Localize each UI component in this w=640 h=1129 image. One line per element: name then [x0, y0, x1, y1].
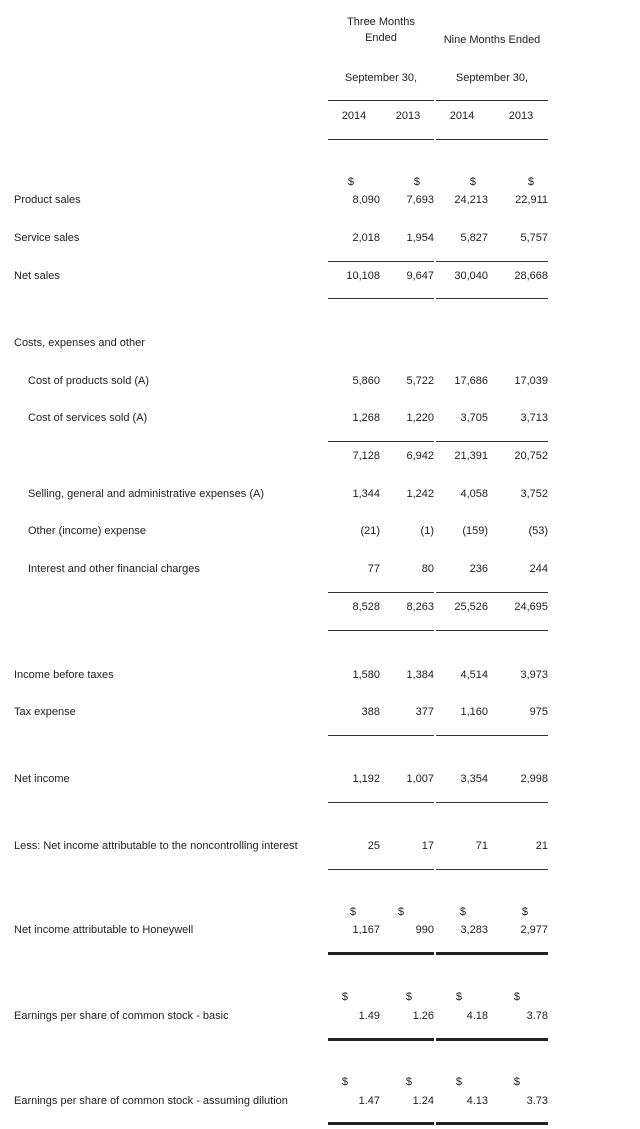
cell-value: 8,263 [406, 601, 434, 613]
row-label-service-sales: Service sales [14, 232, 80, 244]
currency-symbol: $ [459, 906, 466, 918]
cell-value: (53) [528, 525, 548, 537]
row-label-net-income: Net income [14, 773, 70, 785]
cell-value: 3,973 [520, 669, 548, 681]
currency-symbol: $ [405, 991, 412, 1003]
cell-value: 1.26 [412, 1010, 434, 1022]
subtotal-rule [436, 261, 548, 262]
cell-value: 3,354 [460, 773, 488, 785]
currency-symbol: $ [413, 176, 420, 188]
subtotal-rule [328, 261, 434, 262]
header-nine-months: Nine Months Ended [443, 34, 541, 46]
section-label-costs: Costs, expenses and other [14, 337, 145, 349]
cell-value: 3,752 [520, 488, 548, 500]
cell-value: 22,911 [515, 194, 548, 206]
cell-value: 1.24 [412, 1095, 434, 1107]
cell-value: 3,705 [460, 412, 488, 424]
year-header: 2014 [341, 110, 367, 122]
row-label-other-expense: Other (income) expense [28, 525, 146, 537]
currency-symbol: $ [513, 1076, 520, 1088]
cell-value: 388 [361, 706, 380, 718]
double-rule [436, 1122, 548, 1125]
cell-value: 1,580 [352, 669, 380, 681]
double-rule [328, 1038, 434, 1041]
cell-value: 5,722 [406, 375, 434, 387]
cell-value: 1,268 [352, 412, 380, 424]
cell-value: 28,668 [514, 270, 548, 282]
currency-symbol: $ [405, 1076, 412, 1088]
cell-value: 25,526 [454, 601, 488, 613]
header-period-1: September 30, [344, 72, 418, 84]
cell-value: 17 [421, 840, 434, 852]
year-header: 2014 [449, 110, 475, 122]
header-rule [328, 100, 434, 101]
currency-symbol: $ [455, 1076, 462, 1088]
cell-value: 20,752 [514, 450, 548, 462]
cell-value: 377 [415, 706, 434, 718]
cell-value: 24,213 [454, 194, 488, 206]
cell-value: 4.13 [466, 1095, 488, 1107]
currency-symbol: $ [349, 906, 356, 918]
subtotal-rule [436, 441, 548, 442]
cell-value: 30,040 [454, 270, 488, 282]
cell-value: 1,220 [406, 412, 434, 424]
cell-value: 1,242 [406, 488, 434, 500]
cell-value: 1,007 [406, 773, 434, 785]
cell-value: 1,167 [352, 924, 380, 936]
cell-value: 1,384 [406, 669, 434, 681]
cell-value: 990 [415, 924, 434, 936]
currency-symbol: $ [341, 991, 348, 1003]
currency-symbol: $ [513, 991, 520, 1003]
cell-value: 1,160 [460, 706, 488, 718]
row-label-sga: Selling, general and administrative expenses (A) [28, 488, 265, 500]
cell-value: (21) [360, 525, 380, 537]
cell-value: (1) [420, 525, 434, 537]
total-rule [328, 802, 434, 803]
cell-value: 10,108 [346, 270, 380, 282]
double-rule [328, 1122, 434, 1125]
cell-value: 21 [535, 840, 548, 852]
cell-value: 1,954 [406, 232, 434, 244]
currency-symbol: $ [397, 906, 404, 918]
subtotal-rule [328, 735, 434, 736]
cell-value: 7,128 [352, 450, 380, 462]
cell-value: 4.18 [466, 1010, 488, 1022]
header-period-2: September 30, [455, 72, 529, 84]
cell-value: 4,058 [460, 488, 488, 500]
double-rule [436, 952, 548, 955]
subtotal-rule [436, 869, 548, 870]
row-label-net-income-honeywell: Net income attributable to Honeywell [14, 924, 194, 936]
header-three-months [328, 16, 434, 44]
cell-value: 6,942 [406, 450, 434, 462]
total-rule [328, 630, 434, 631]
currency-symbol: $ [347, 176, 354, 188]
double-rule [436, 1038, 548, 1041]
cell-value: 5,827 [460, 232, 488, 244]
year-rule [436, 139, 548, 140]
cell-value: 8,090 [352, 194, 380, 206]
header-three-months-line2: Ended [365, 32, 397, 44]
currency-symbol: $ [341, 1076, 348, 1088]
currency-symbol: $ [527, 176, 534, 188]
subtotal-rule [436, 592, 548, 593]
row-label-less-nci: Less: Net income attributable to the noncontrolling interest [14, 840, 298, 852]
cell-value: 244 [529, 563, 548, 575]
subtotal-rule [328, 441, 434, 442]
cell-value: 1,344 [352, 488, 380, 500]
cell-value: 80 [421, 563, 434, 575]
subtotal-rule [328, 592, 434, 593]
cell-value: (159) [462, 525, 488, 537]
cell-value: 9,647 [406, 270, 434, 282]
currency-symbol: $ [521, 906, 528, 918]
subtotal-rule [436, 735, 548, 736]
total-rule [436, 802, 548, 803]
subtotal-rule [328, 869, 434, 870]
cell-value: 5,757 [520, 232, 548, 244]
cell-value: 17,686 [454, 375, 488, 387]
cell-value: 1,192 [352, 773, 380, 785]
cell-value: 71 [475, 840, 488, 852]
row-label-cost-services: Cost of services sold (A) [28, 412, 148, 424]
row-label-product-sales: Product sales [14, 194, 81, 206]
cell-value: 2,977 [520, 924, 548, 936]
total-rule [328, 298, 434, 299]
cell-value: 25 [367, 840, 380, 852]
cell-value: 3.73 [526, 1095, 548, 1107]
cell-value: 3,713 [520, 412, 548, 424]
row-label-eps-diluted: Earnings per share of common stock - assuming dilution [14, 1095, 288, 1107]
row-label-net-sales: Net sales [14, 270, 60, 282]
cell-value: 3.78 [526, 1010, 548, 1022]
cell-value: 2,998 [520, 773, 548, 785]
currency-symbol: $ [469, 176, 476, 188]
cell-value: 975 [529, 706, 548, 718]
cell-value: 7,693 [406, 194, 434, 206]
cell-value: 21,391 [454, 450, 488, 462]
row-label-tax-expense: Tax expense [14, 706, 76, 718]
total-rule [436, 298, 548, 299]
year-rule [328, 139, 434, 140]
double-rule [328, 952, 434, 955]
row-label-eps-basic: Earnings per share of common stock - basic [14, 1010, 229, 1022]
cell-value: 1.47 [358, 1095, 380, 1107]
cell-value: 4,514 [460, 669, 488, 681]
cell-value: 8,528 [352, 601, 380, 613]
year-header: 2013 [395, 110, 421, 122]
currency-symbol: $ [455, 991, 462, 1003]
cell-value: 3,283 [460, 924, 488, 936]
total-rule [436, 630, 548, 631]
row-label-interest: Interest and other financial charges [28, 563, 200, 575]
header-three-months-line1: Three Months [347, 16, 415, 28]
cell-value: 77 [367, 563, 380, 575]
cell-value: 24,695 [514, 601, 548, 613]
row-label-income-before-taxes: Income before taxes [14, 669, 114, 681]
cell-value: 17,039 [514, 375, 548, 387]
header-rule [436, 100, 548, 101]
cell-value: 236 [469, 563, 488, 575]
row-label-cost-products: Cost of products sold (A) [28, 375, 150, 387]
cell-value: 5,860 [352, 375, 380, 387]
cell-value: 1.49 [358, 1010, 380, 1022]
cell-value: 2,018 [352, 232, 380, 244]
year-header: 2013 [508, 110, 534, 122]
